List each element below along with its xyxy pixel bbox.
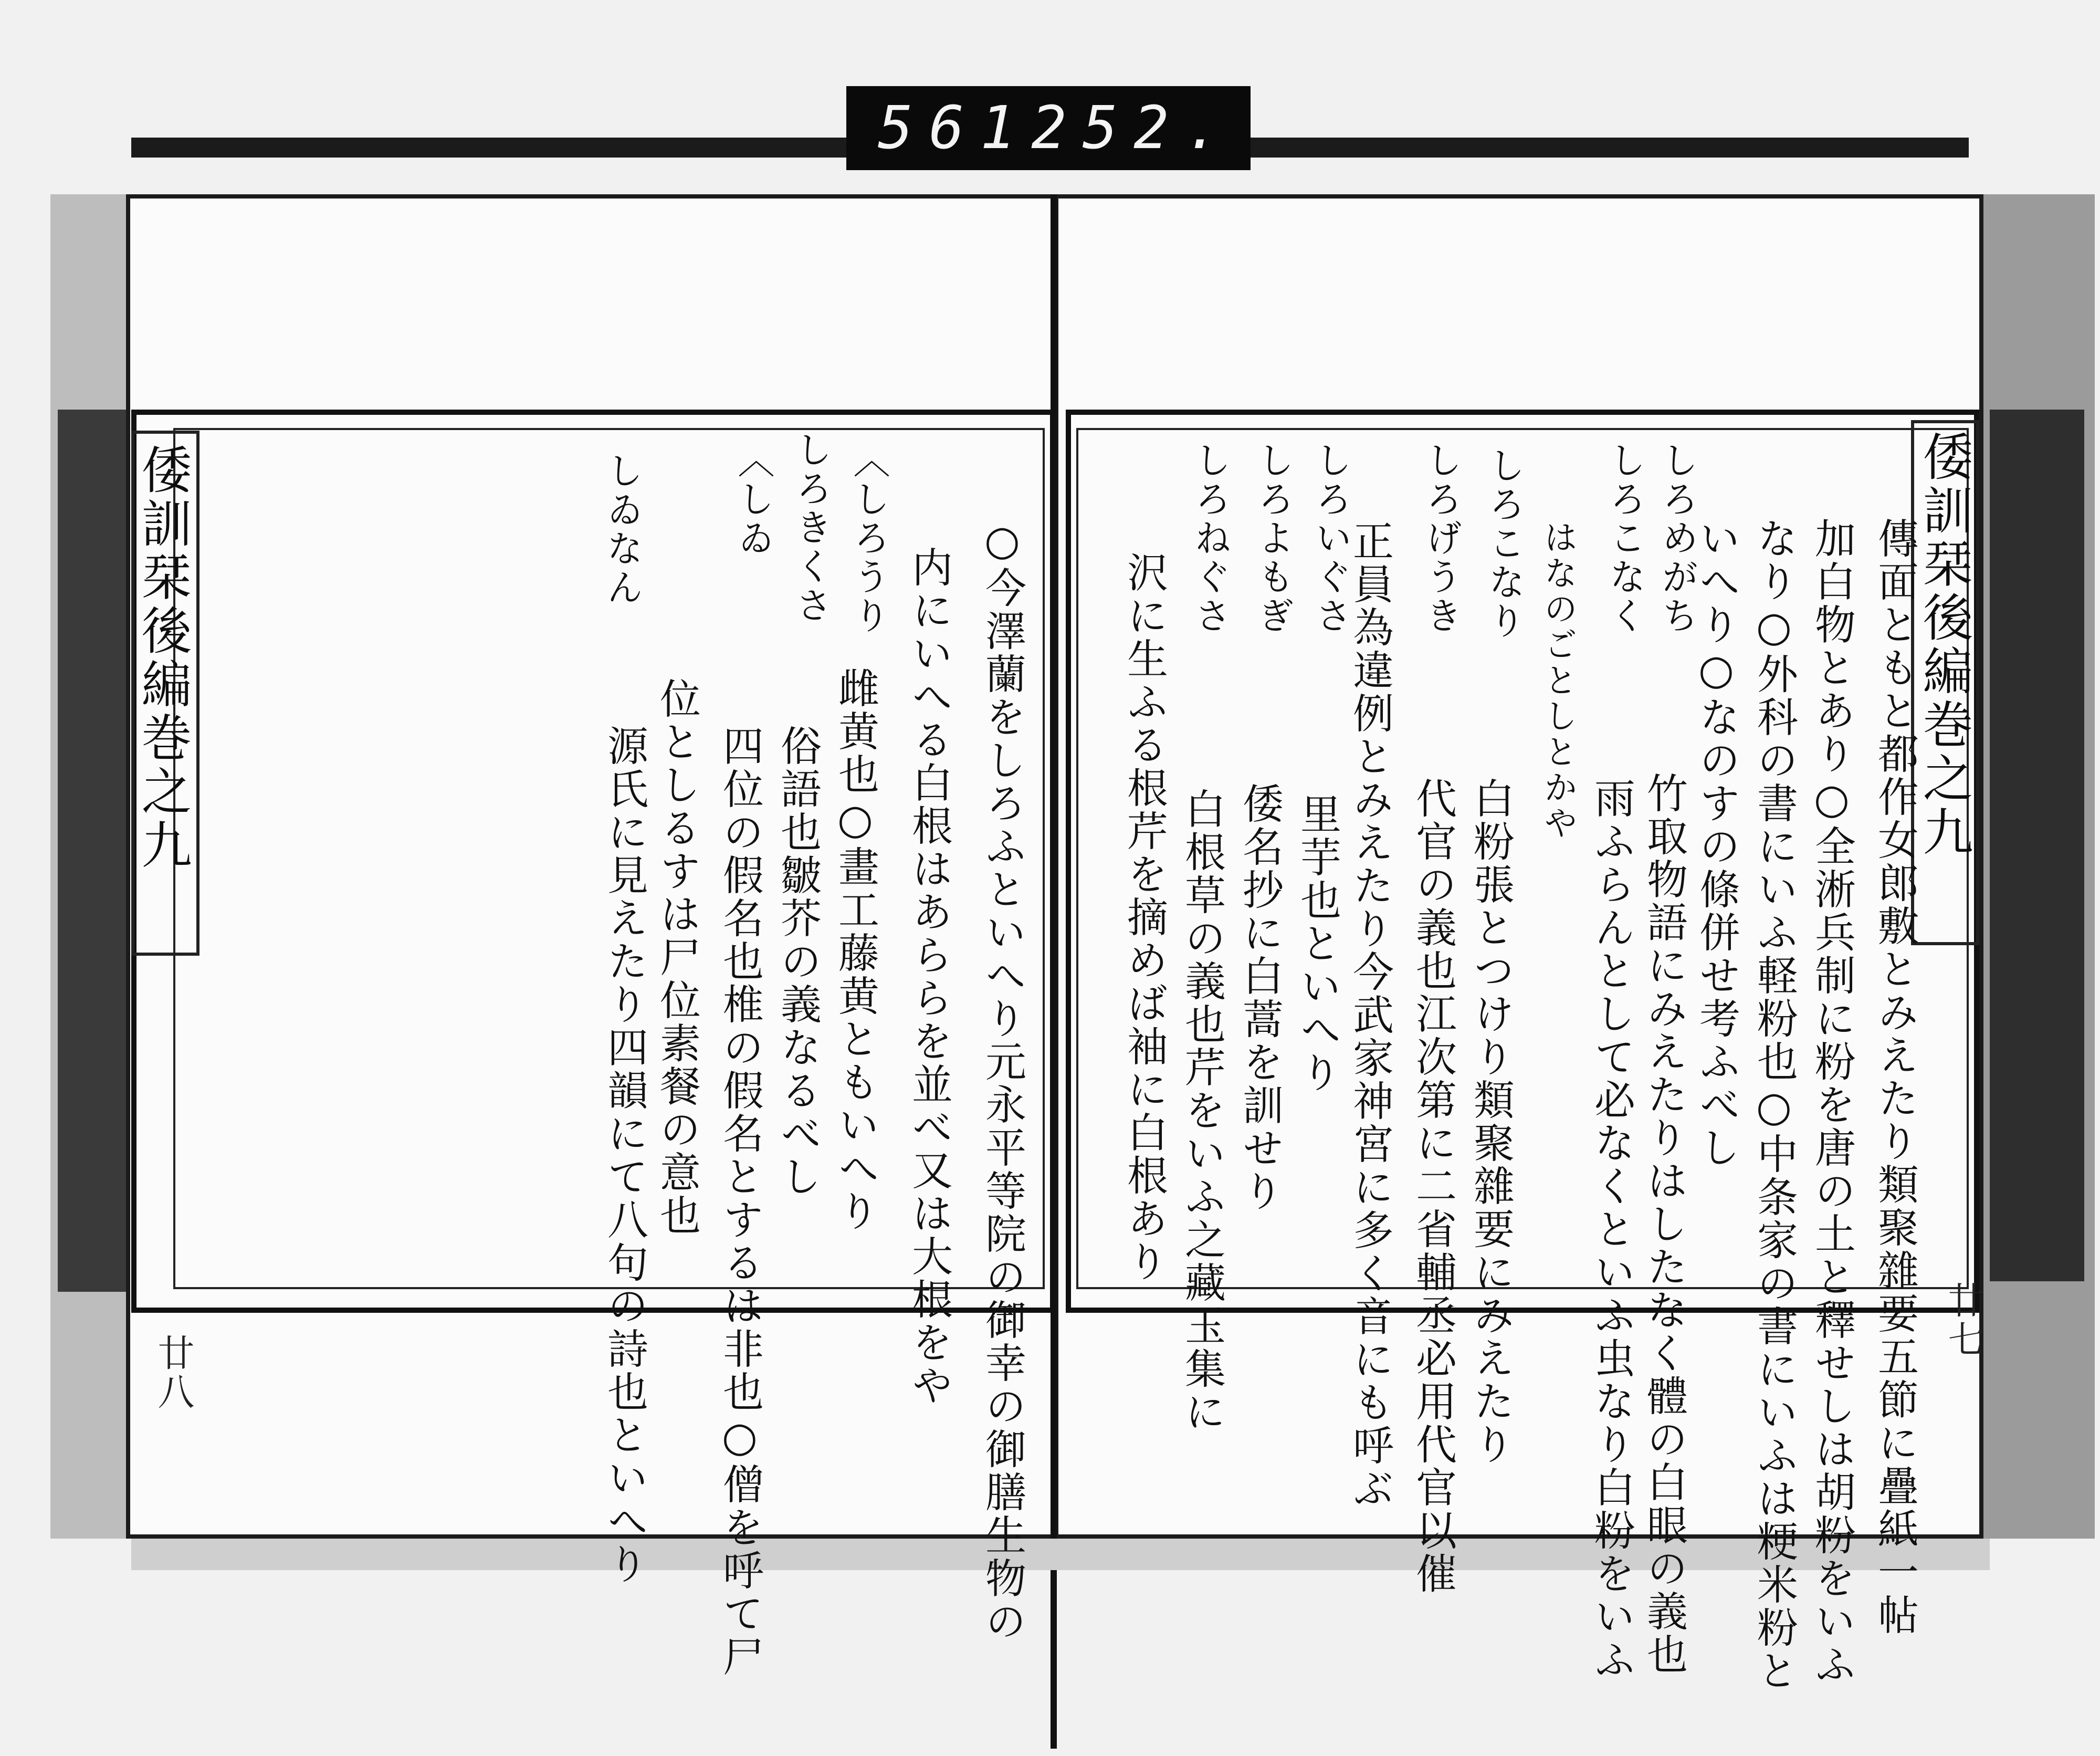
bottom-page-edge [131,1539,1990,1570]
left-col-3: 〈しろうり [847,441,890,635]
right-col-9: はなのごとしとかや [1538,520,1577,841]
left-col-5: しろきくさ [790,431,833,625]
book-edge-right [1990,410,2084,1281]
left-col-9: 位としるすは尸位素餐の意也 [653,677,700,1237]
left-col-4: 雌黄也○畫工藤黄ともいへり [832,667,879,1233]
left-page-folio: 廿八 [152,1334,195,1412]
reel-number: 561 [878,94,1032,162]
right-col-11: 白粉張とつけり類聚雜要にみえたり [1467,777,1514,1466]
left-col-1: ○今澤蘭をしろふといへり元永平等院の御幸の御膳生物の [979,517,1026,1643]
right-col-2: 加白物とあり○全淅兵制に粉を唐の土と釋せしは胡粉をいふ [1808,517,1855,1686]
right-col-8: 雨ふらんとして必なくといふ虫なり白粉をいふ [1588,777,1635,1681]
right-col-3: なり○外科の書にいふ軽粉也○中条家の書にいふは粳米粉と [1750,517,1798,1692]
right-col-7: しろこなく [1603,441,1646,635]
right-col-21: 沢に生ふる根芹を摘めば袖に白根あり [1120,551,1168,1283]
right-col-18: 倭名抄に白蒿を訓せり [1236,782,1283,1213]
right-col-4: いへり○なのすの條併せ考ふべし [1693,517,1740,1169]
right-col-15: しろいぐさ [1309,441,1352,635]
frame-number: 252. [1031,94,1236,162]
left-col-6: 俗語也皺芥の義なるべし [774,725,821,1198]
film-frame-label [846,86,1251,170]
left-page-header: 倭訓栞後編巻之九 [133,444,192,872]
right-col-6: 竹取物語にみえたりはしたなく體の白眼の義也 [1640,772,1687,1676]
right-col-14: 正員為違例とみえたり今武家神宮に多く音にも呼ぶ [1346,520,1393,1510]
right-col-20: 白根草の義也芹をいふ之藏玉集に [1178,788,1225,1434]
right-col-1: 傳面ともと都作女郎敷とみえたり類聚雜要五節に疊紙一帖 [1871,517,1918,1637]
left-col-2: 内にいへる白根はあららを並べ又は大根をや [905,546,952,1407]
right-page-header: 倭訓栞後編巻之九 [1915,431,1973,859]
right-col-17: しろよもぎ [1252,441,1295,635]
right-col-13: 代官の義也江次第に二省輔丞必用代官以催 [1409,777,1456,1595]
left-col-7: 〈しゐ [732,441,775,558]
right-col-12: しろげうき [1420,441,1463,635]
left-col-10: しゐなん [601,452,644,607]
right-col-5: しろめがち [1656,441,1699,635]
right-col-16: 里芋也といへり [1294,793,1341,1094]
left-col-8: 四位の假名也椎の假名とするは非也○僧を呼て尸 [716,725,763,1678]
book-edge-left [58,410,129,1292]
left-col-11: 源氏に見えたり四韻にて八句の詩也といへり [601,725,648,1586]
right-col-10: しろこなり [1483,446,1526,641]
right-page-folio: 廿七 [1942,1281,1985,1359]
right-col-19: しろねぐさ [1189,441,1232,635]
